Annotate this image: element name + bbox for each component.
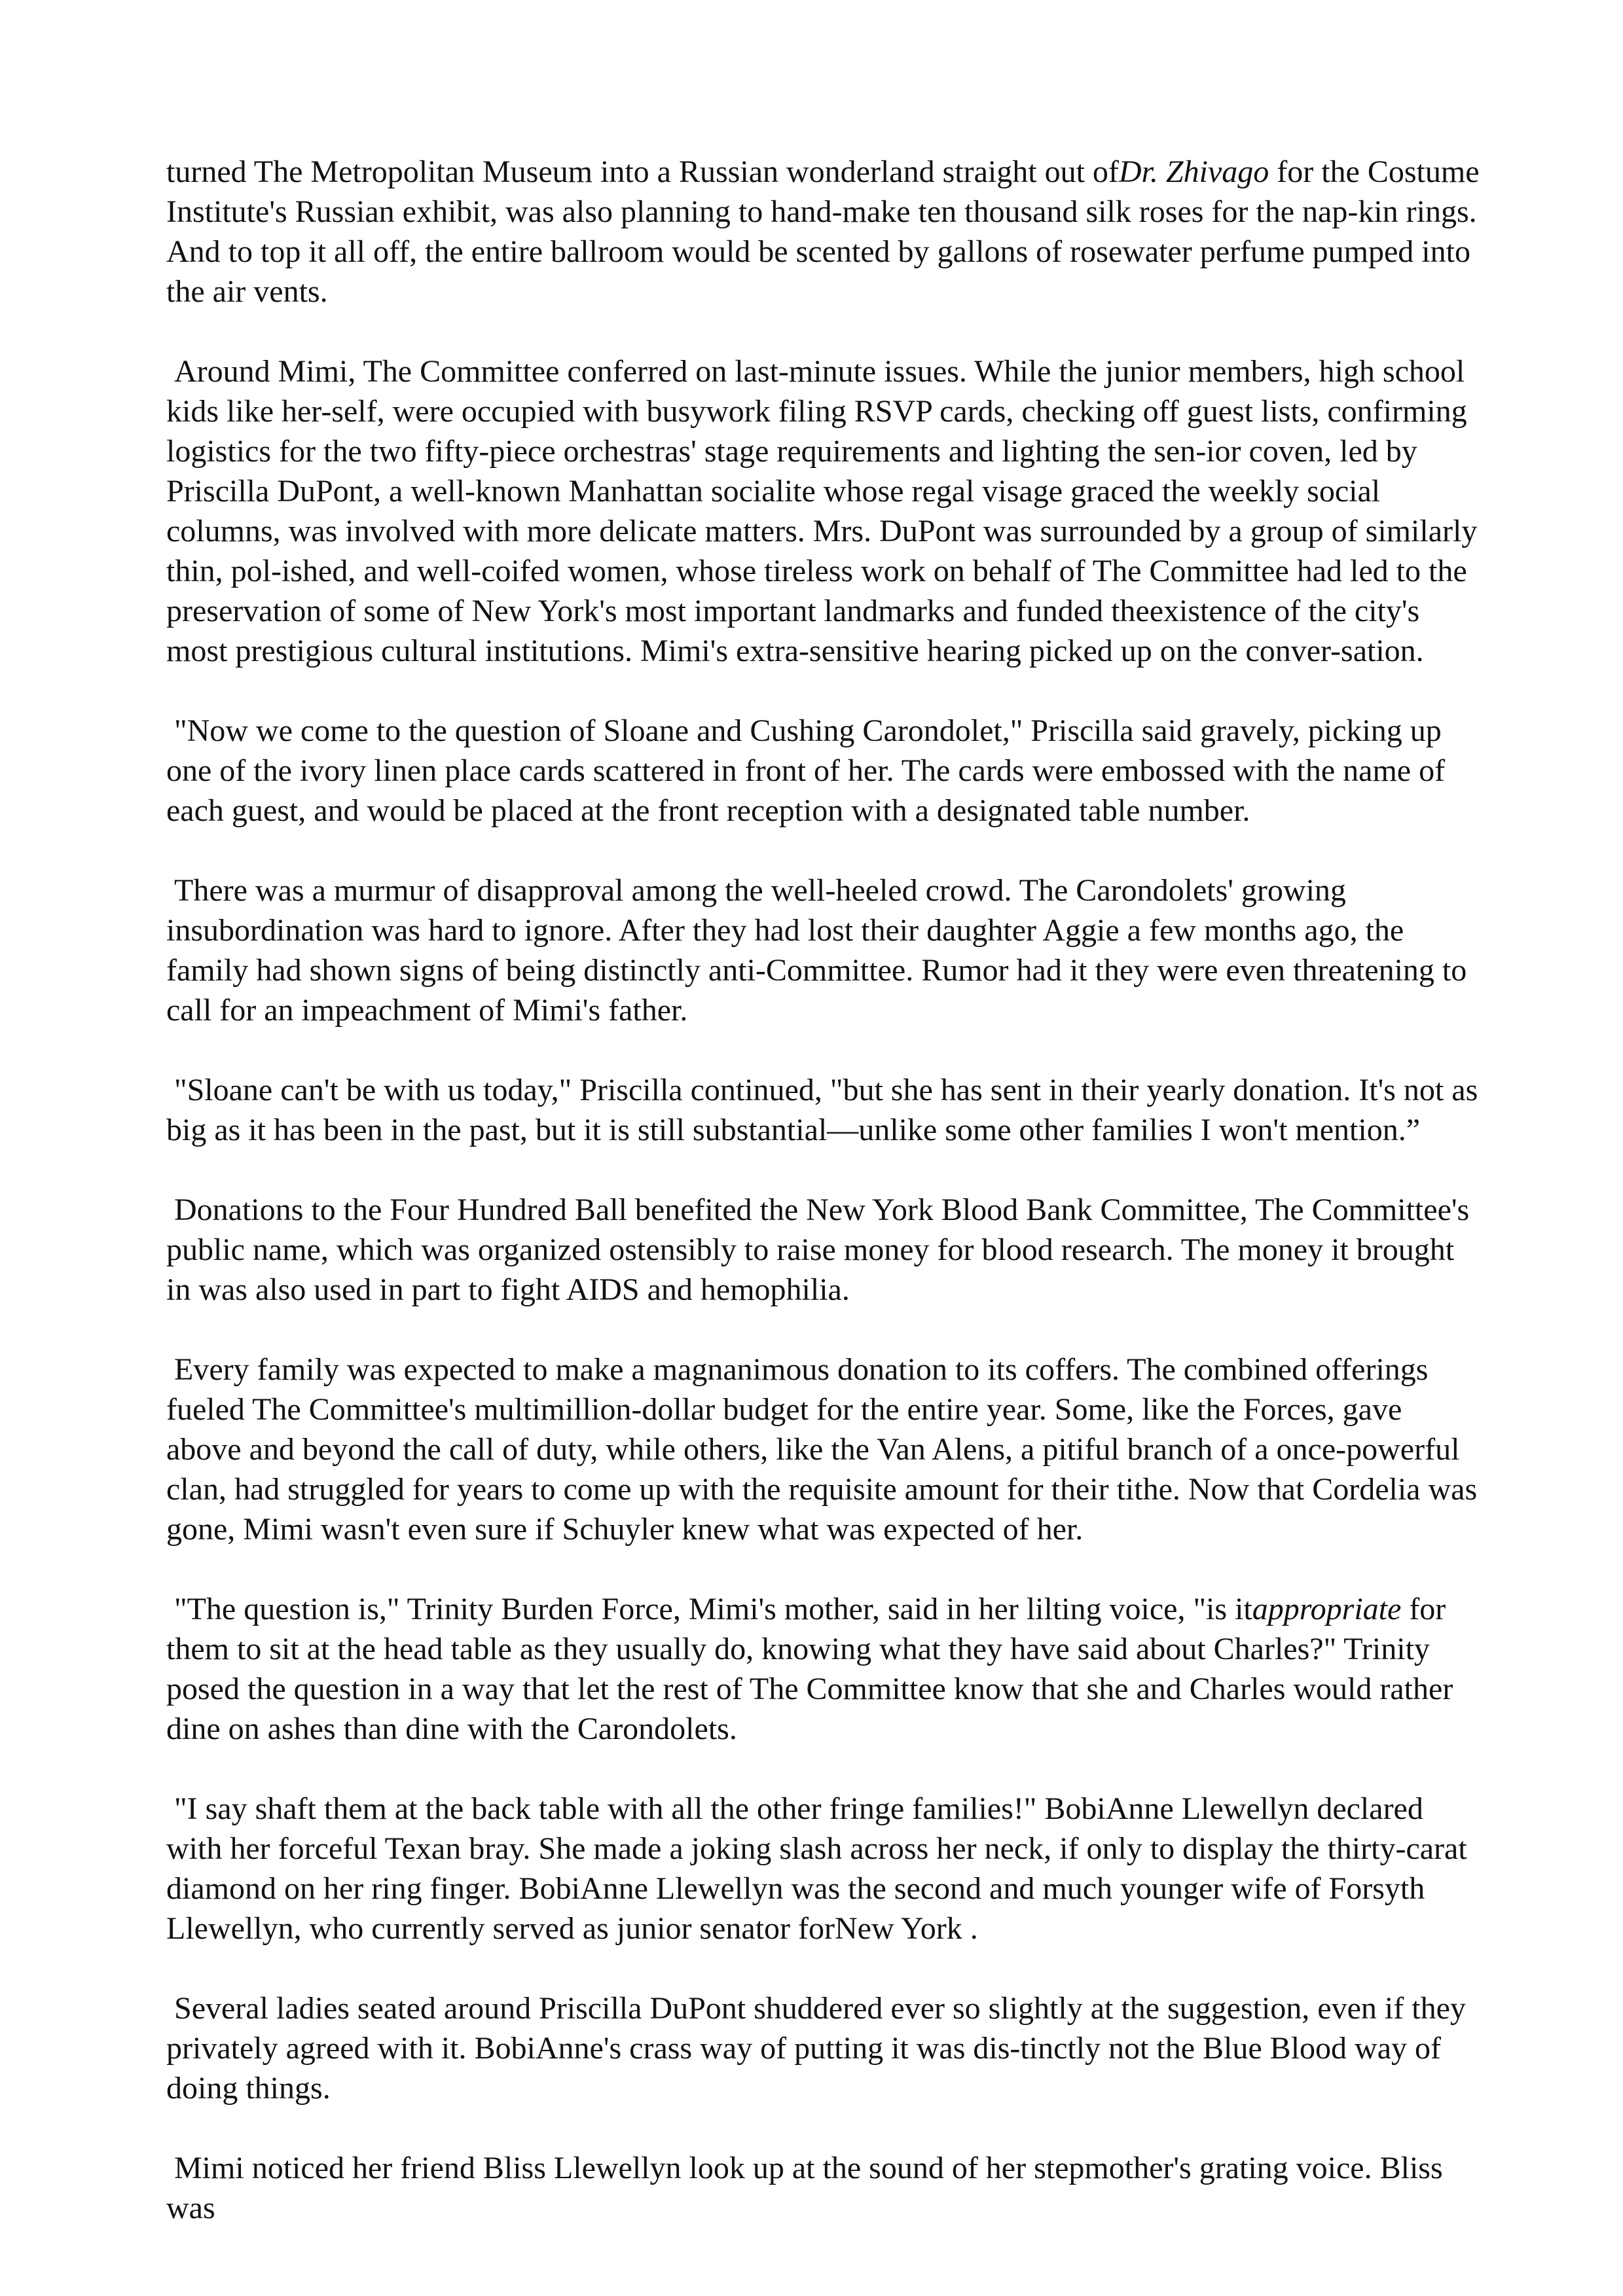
text-run: "The question is," Trinity Burden Force, Mimi's mother, said in her lilting voice, "is it (174, 1592, 1252, 1626)
text-run: There was a murmur of disapproval among the well-heeled crowd. The Carondolets' growing insubordination was hard to ignore. After they had lost their daughter Aggie a few months ago, the family had shown signs of being distinctly anti-Committee. Rumor had it they were even threatening to call for an impeachment of Mimi's father. (166, 873, 1467, 1028)
paragraph-2 (166, 351, 1482, 671)
text-run: for them to sit at the head table as they usually do, knowing what they have said about Charles?" Trinity posed the question in a way that let the rest of The Committee know that she and Charles would rather dine on ashes than dine with the Carondolets. (166, 1592, 1453, 1746)
text-run: Several ladies seated around Priscilla DuPont shuddered ever so slightly at the suggestion, even if they privately agreed with it. BobiAnne's crass way of putting it was dis-tinctly not the Blue Blood way of doing things. (166, 1991, 1466, 2106)
paragraph-1 (166, 152, 1482, 312)
paragraph-7 (166, 1350, 1482, 1549)
paragraph-3 (166, 711, 1482, 831)
paragraph-11 (166, 2148, 1482, 2228)
paragraph-6 (166, 1190, 1482, 1310)
paragraph-9 (166, 1789, 1482, 1948)
italic-title: Dr. Zhivago (1118, 154, 1269, 189)
text-run: "Now we come to the question of Sloane and Cushing Carondolet," Priscilla said gravely, picking up one of the ivory linen place cards scattered in front of her. The cards were embossed with the name of each guest, and would be placed at the front reception with a designated table number. (166, 713, 1446, 828)
paragraph-5 (166, 1070, 1482, 1150)
text-run: Every family was expected to make a magnanimous donation to its coffers. The combined offerings fueled The Committee's multimillion-dollar budget for the entire year. Some, like the Forces, gave above and beyond the call of duty, while others, like the Van Alens, a pitiful branch of a once-powerful clan, had struggled for years to come up with the requisite amount for their tithe. Now that Cordelia was gone, Mimi wasn't even sure if Schuyler knew what was expected of her. (166, 1352, 1478, 1547)
text-run: Around Mimi, The Committee conferred on last-minute issues. While the junior members, high school kids like her-self, were occupied with busywork filing RSVP cards, checking off guest lists, confirming logistics for the two fifty-piece orchestras' stage requirements and lighting the sen-ior coven, led by Priscilla DuPont, a well-known Manhattan socialite whose regal visage graced the weekly social columns, was involved with more delicate matters. Mrs. DuPont was surrounded by a group of similarly thin, pol-ished, and well-coifed women, whose tireless work on behalf of The Committee had led to the preservation of some of New York's most important landmarks and funded theexistence of the city's most prestigious cultural institutions. Mimi's extra-sensitive hearing picked up on the conver-sation. (166, 354, 1478, 668)
text-run: for the Costume Institute's Russian exhibit, was also planning to hand-make ten thousand silk roses for the nap-kin rings. And to top it all off, the entire ballroom would be scented by gallons of rosewater perfume pumped into the air vents. (166, 154, 1480, 309)
paragraph-8 (166, 1589, 1482, 1749)
paragraph-10 (166, 1988, 1482, 2108)
text-run: turned The Metropolitan Museum into a Russian wonderland straight out of (166, 154, 1119, 189)
text-run: "I say shaft them at the back table with all the other fringe families!" BobiAnne Llewellyn declared with her forceful Texan bray. She made a joking slash across her neck, if only to display the thirty-carat diamond on her ring finger. BobiAnne Llewellyn was the second and much younger wife of Forsyth Llewellyn, who currently served as junior senator forNew York . (166, 1791, 1467, 1946)
text-run: Mimi noticed her friend Bliss Llewellyn look up at the sound of her stepmother's grating voice. Bliss was (166, 2151, 1443, 2225)
italic-word: appropriate (1252, 1592, 1402, 1626)
text-run: "Sloane can't be with us today," Priscilla continued, "but she has sent in their yearly donation. It's not as big as it has been in the past, but it is still substantial—unlike some other families I won't mention.” (166, 1073, 1478, 1147)
document-page (166, 152, 1482, 2228)
paragraph-4 (166, 870, 1482, 1030)
text-run: Donations to the Four Hundred Ball benefited the New York Blood Bank Committee, The Committee's public name, which was organized ostensibly to raise money for blood research. The money it brought in was also used in part to fight AIDS and hemophilia. (166, 1193, 1470, 1307)
